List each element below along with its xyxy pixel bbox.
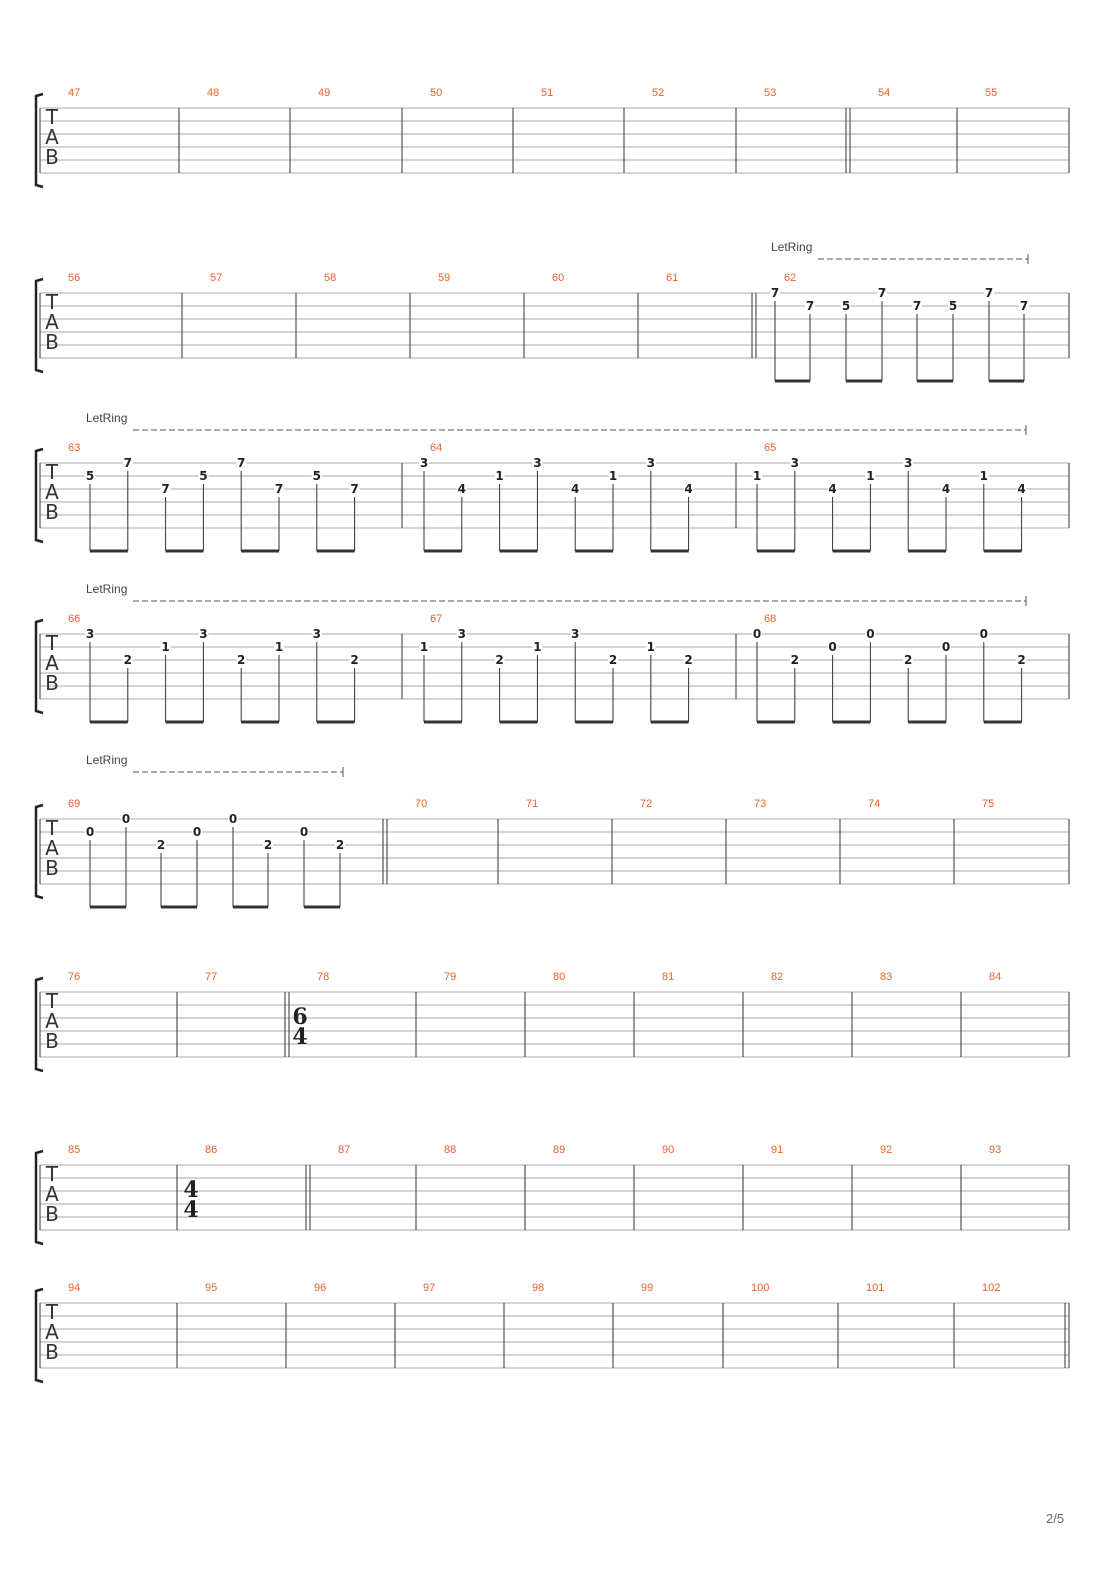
bar-number: 98	[532, 1282, 545, 1294]
fret-number: 4	[684, 482, 693, 496]
fret-number: 5	[85, 469, 95, 483]
tab-clef-letter: B	[45, 1340, 59, 1364]
tab-clef-letter: A	[45, 651, 59, 675]
note-group	[419, 456, 694, 551]
bar-number: 51	[541, 87, 554, 99]
tab-clef-letter: B	[45, 671, 59, 695]
fret-number: 4	[828, 482, 837, 496]
bar-number: 65	[764, 442, 777, 454]
bar-number: 84	[989, 971, 1002, 983]
fret-number: 1	[495, 469, 504, 483]
fret-number: 0	[828, 640, 837, 654]
tab-clef-letter: T	[45, 816, 59, 840]
fret-number: 1	[752, 469, 762, 483]
note-group	[752, 627, 1027, 722]
bar-number: 50	[430, 87, 443, 99]
bar-number: 56	[68, 272, 81, 284]
let-ring-marker	[86, 582, 1026, 606]
tab-clef-letter: B	[45, 856, 59, 880]
fret-number: 0	[299, 825, 309, 839]
fret-number: 7	[1019, 299, 1029, 313]
let-ring-marker	[86, 411, 1026, 435]
note-group	[752, 456, 1027, 551]
tab-clef-letter: B	[45, 500, 59, 524]
fret-number: 4	[1017, 482, 1026, 496]
tab-clef-letter: A	[45, 1182, 59, 1206]
fret-number: 4	[457, 482, 466, 496]
bar-number: 83	[880, 971, 893, 983]
fret-number: 7	[237, 456, 246, 470]
bar-number: 61	[666, 272, 679, 284]
bar-number: 62	[784, 272, 797, 284]
let-ring-label: LetRing	[771, 240, 813, 254]
fret-number: 7	[274, 482, 284, 496]
tab-system	[36, 971, 1069, 1071]
fret-number: 3	[457, 627, 466, 641]
bar-number: 57	[210, 272, 223, 284]
bar-number: 49	[318, 87, 331, 99]
note-group	[770, 286, 1029, 381]
tab-clef-letter: A	[45, 480, 59, 504]
fret-number: 5	[199, 469, 208, 483]
bar-number: 60	[552, 272, 565, 284]
let-ring-marker	[86, 753, 343, 777]
bar-number: 87	[338, 1144, 351, 1156]
fret-number: 0	[85, 825, 95, 839]
time-signature-top: 6	[292, 1004, 308, 1030]
let-ring-label: LetRing	[86, 411, 128, 425]
fret-number: 3	[199, 627, 208, 641]
tab-clef-letter: T	[45, 290, 59, 314]
tab-system	[36, 442, 1069, 542]
fret-number: 4	[941, 482, 951, 496]
tab-system	[36, 1282, 1069, 1382]
let-ring-marker	[771, 240, 1028, 264]
fret-number: 4	[571, 482, 580, 496]
fret-number: 7	[877, 286, 887, 300]
bar-number: 75	[982, 798, 995, 810]
bar-number: 81	[662, 971, 675, 983]
fret-number: 1	[533, 640, 542, 654]
bar-number: 64	[430, 442, 443, 454]
fret-number: 2	[350, 653, 359, 667]
fret-number: 0	[752, 627, 762, 641]
bar-number: 86	[205, 1144, 218, 1156]
fret-number: 3	[646, 456, 655, 470]
fret-number: 0	[121, 812, 131, 826]
bar-number: 80	[553, 971, 566, 983]
tab-system	[36, 87, 1069, 187]
fret-number: 0	[941, 640, 951, 654]
fret-number: 2	[495, 653, 504, 667]
fret-number: 3	[904, 456, 913, 470]
fret-number: 1	[646, 640, 655, 654]
note-group	[419, 627, 694, 722]
bar-number: 47	[68, 87, 81, 99]
fret-number: 2	[123, 653, 132, 667]
bar-number: 71	[526, 798, 539, 810]
fret-number: 0	[979, 627, 988, 641]
tab-clef-letter: B	[45, 1029, 59, 1053]
fret-number: 1	[979, 469, 988, 483]
bar-number: 94	[68, 1282, 81, 1294]
tab-system	[36, 798, 1069, 898]
tab-clef-letter: T	[45, 1300, 59, 1324]
fret-number: 1	[608, 469, 618, 483]
bar-number: 95	[205, 1282, 218, 1294]
fret-number: 1	[419, 640, 429, 654]
tab-clef-letter: A	[45, 836, 59, 860]
tab-system	[36, 272, 1069, 372]
fret-number: 2	[156, 838, 166, 852]
let-ring-label: LetRing	[86, 582, 128, 596]
tab-clef-letter: T	[45, 460, 59, 484]
bar-number: 88	[444, 1144, 457, 1156]
fret-number: 2	[790, 653, 799, 667]
fret-number: 7	[123, 456, 132, 470]
fret-number: 2	[237, 653, 246, 667]
bar-number: 74	[868, 798, 881, 810]
bar-number: 90	[662, 1144, 675, 1156]
bar-number: 100	[751, 1282, 770, 1294]
tab-clef-letter: A	[45, 1009, 59, 1033]
bar-number: 78	[317, 971, 330, 983]
fret-number: 5	[841, 299, 851, 313]
fret-number: 7	[805, 299, 815, 313]
tab-clef-letter: A	[45, 1320, 59, 1344]
fret-number: 7	[161, 482, 170, 496]
fret-number: 2	[608, 653, 618, 667]
bar-number: 92	[880, 1144, 893, 1156]
bar-number: 99	[641, 1282, 654, 1294]
fret-number: 2	[684, 653, 693, 667]
time-signature-bottom: 4	[183, 1197, 199, 1223]
bar-number: 101	[866, 1282, 885, 1294]
fret-number: 3	[419, 456, 429, 470]
fret-number: 3	[571, 627, 580, 641]
tab-clef-letter: B	[45, 1202, 59, 1226]
tab-clef-letter: T	[45, 631, 59, 655]
time-signature-bottom: 4	[292, 1024, 308, 1050]
bar-number: 67	[430, 613, 443, 625]
fret-number: 2	[263, 838, 273, 852]
fret-number: 2	[335, 838, 345, 852]
bar-number: 89	[553, 1144, 566, 1156]
fret-number: 3	[85, 627, 95, 641]
bar-number: 68	[764, 613, 777, 625]
bar-number: 77	[205, 971, 218, 983]
tab-clef-letter: A	[45, 125, 59, 149]
note-group	[85, 627, 360, 722]
bar-number: 55	[985, 87, 998, 99]
bar-number: 79	[444, 971, 457, 983]
fret-number: 3	[312, 627, 321, 641]
bar-number: 102	[982, 1282, 1001, 1294]
note-group	[85, 812, 345, 907]
fret-number: 7	[350, 482, 359, 496]
tab-clef-letter: T	[45, 105, 59, 129]
bar-number: 66	[68, 613, 81, 625]
bar-number: 53	[764, 87, 777, 99]
bar-number: 72	[640, 798, 653, 810]
fret-number: 3	[790, 456, 799, 470]
bar-number: 69	[68, 798, 81, 810]
time-signature-top: 4	[183, 1177, 199, 1203]
tab-clef-letter: T	[45, 1162, 59, 1186]
fret-number: 0	[866, 627, 875, 641]
time-signature	[292, 1004, 307, 1050]
fret-number: 0	[228, 812, 238, 826]
fret-number: 1	[161, 640, 170, 654]
bar-number: 82	[771, 971, 784, 983]
tab-clef-letter: A	[45, 310, 59, 334]
bar-number: 58	[324, 272, 337, 284]
fret-number: 2	[904, 653, 913, 667]
bar-number: 59	[438, 272, 451, 284]
fret-number: 7	[770, 286, 780, 300]
fret-number: 1	[274, 640, 284, 654]
time-signature	[183, 1177, 198, 1223]
bar-number: 76	[68, 971, 81, 983]
page-number: 2/5	[1046, 1511, 1065, 1526]
tab-system	[36, 613, 1069, 713]
bar-number: 73	[754, 798, 767, 810]
bar-number: 85	[68, 1144, 81, 1156]
bar-number: 70	[415, 798, 428, 810]
fret-number: 0	[192, 825, 202, 839]
tab-clef-letter: B	[45, 330, 59, 354]
fret-number: 7	[912, 299, 922, 313]
bar-number: 91	[771, 1144, 784, 1156]
fret-number: 1	[866, 469, 875, 483]
tab-clef-letter: T	[45, 989, 59, 1013]
fret-number: 7	[984, 286, 994, 300]
fret-number: 3	[533, 456, 542, 470]
bar-number: 52	[652, 87, 665, 99]
tab-clef-letter: B	[45, 145, 59, 169]
note-group	[85, 456, 360, 551]
fret-number: 5	[312, 469, 321, 483]
bar-number: 97	[423, 1282, 436, 1294]
bar-number: 96	[314, 1282, 327, 1294]
bar-number: 48	[207, 87, 220, 99]
bar-number: 54	[878, 87, 891, 99]
bar-number: 93	[989, 1144, 1002, 1156]
bar-number: 63	[68, 442, 81, 454]
let-ring-label: LetRing	[86, 753, 128, 767]
fret-number: 2	[1017, 653, 1026, 667]
fret-number: 5	[948, 299, 958, 313]
